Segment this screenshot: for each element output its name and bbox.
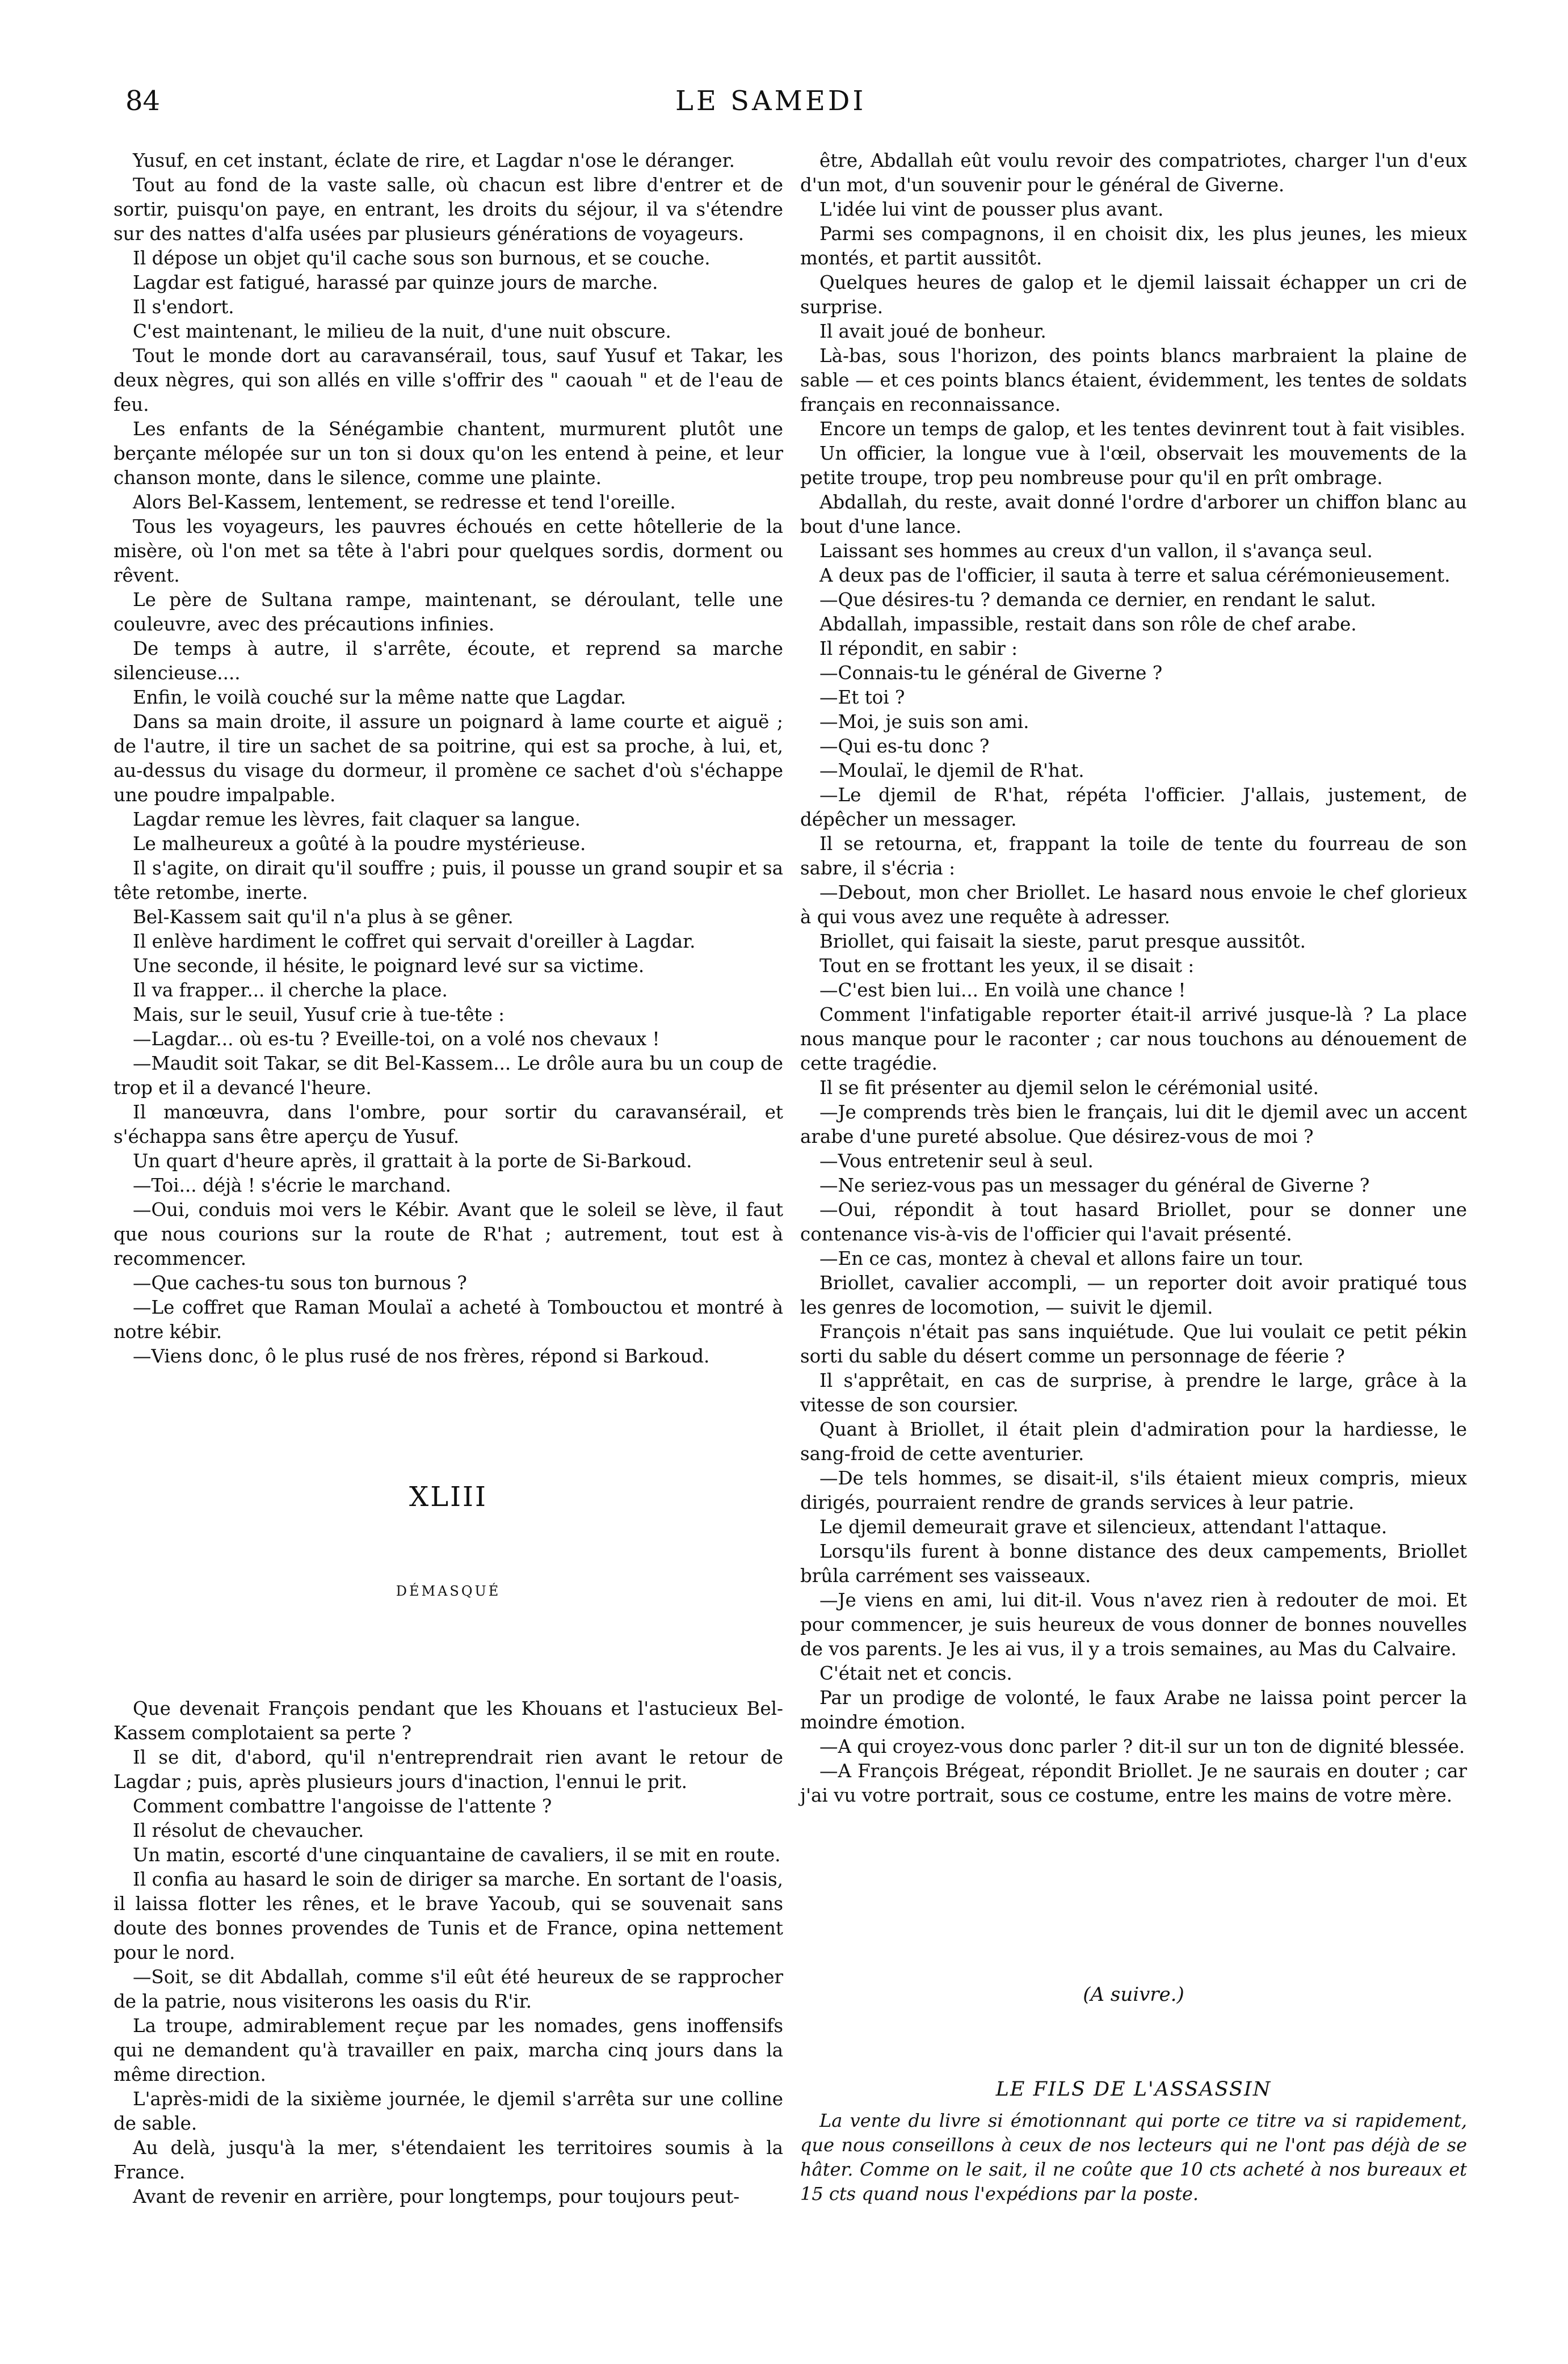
paragraph: Il s'endort. (133, 296, 234, 318)
paragraph: Comment l'infatigable reporter était-il arrivé jusque-là ? La place nous manque pour le raconter ; car nous touchons au dénouement de cette tragédie. (800, 1004, 1467, 1074)
paragraph: Il se dit, d'abord, qu'il n'entreprendrait rien avant le retour de Lagdar ; puis, après plusieurs jours d'inaction, l'ennui le prit. (113, 1747, 783, 1793)
left-column-text-part1 (113, 149, 783, 1369)
paragraph: Laissant ses hommes au creux d'un vallon, il s'avança seul. (819, 540, 1373, 562)
paragraph: —Oui, répondit à tout hasard Briollet, pour se donner une contenance vis-à-vis de l'officier qui l'avait présenté. (800, 1199, 1467, 1245)
paragraph: Quelques heures de galop et le djemil laissait échapper un cri de surprise. (800, 272, 1467, 318)
paragraph: Le père de Sultana rampe, maintenant, se déroulant, telle une couleuvre, avec des précautions infinies. (113, 589, 783, 635)
paragraph: L'après-midi de la sixième journée, le djemil s'arrêta sur une colline de sable. (113, 2088, 783, 2134)
paragraph: Tous les voyageurs, les pauvres échoués en cette hôtellerie de la misère, où l'on met sa tête à l'abri pour quelques sordis, dorment ou rêvent. (113, 516, 783, 586)
paragraph: Lorsqu'ils furent à bonne distance des deux campements, Briollet brûla carrément ses vaisseaux. (800, 1541, 1467, 1587)
continued-label: (A suivre.) (1083, 1983, 1184, 2006)
paragraph: Abdallah, impassible, restait dans son rôle de chef arabe. (819, 613, 1357, 635)
paragraph: Il s'apprêtait, en cas de surprise, à prendre le large, grâce à la vitesse de son coursier. (800, 1370, 1467, 1416)
paragraph: Enfin, le voilà couché sur la même natte que Lagdar. (133, 687, 627, 708)
paragraph: Briollet, qui faisait la sieste, parut presque aussitôt. (819, 931, 1306, 952)
paragraph: —Connais-tu le général de Giverne ? (819, 662, 1163, 684)
paragraph: Par un prodige de volonté, le faux Arabe ne laissa point percer la moindre émotion. (800, 1687, 1467, 1733)
paragraph: —Moulaï, le djemil de R'hat. (819, 760, 1084, 781)
notice-title: LE FILS DE L'ASSASSIN (995, 2078, 1272, 2101)
paragraph: —Maudit soit Takar, se dit Bel-Kassem... Le drôle aura bu un coup de trop et il a devancé l'heure. (113, 1053, 783, 1099)
paragraph: C'est maintenant, le milieu de la nuit, d'une nuit obscure. (133, 321, 671, 342)
paragraph: —Moi, je suis son ami. (819, 711, 1029, 733)
paragraph: Lagdar remue les lèvres, fait claquer sa langue. (133, 809, 581, 830)
running-title: LE SAMEDI (675, 85, 867, 117)
paragraph: Le djemil demeurait grave et silencieux, attendant l'attaque. (819, 1516, 1388, 1538)
paragraph: Il avait joué de bonheur. (819, 321, 1046, 342)
paragraph: Il enlève hardiment le coffret qui servait d'oreiller à Lagdar. (133, 931, 696, 952)
paragraph: —Lagdar... où es-tu ? Eveille-toi, on a volé nos chevaux ! (133, 1028, 660, 1050)
chapter-title: DÉMASQUÉ (396, 1583, 501, 1599)
paragraph: Un matin, escorté d'une cinquantaine de cavaliers, il se mit en route. (133, 1844, 781, 1866)
paragraph: A deux pas de l'officier, il sauta à terre et salua cérémonieusement. (819, 565, 1451, 586)
paragraph: Au delà, jusqu'à la mer, s'étendaient les territoires soumis à la France. (113, 2137, 783, 2183)
paragraph: —Viens donc, ô le plus rusé de nos frères, répond si Barkoud. (133, 1345, 710, 1367)
paragraph: —A qui croyez-vous donc parler ? dit-il sur un ton de dignité blessée. (819, 1736, 1465, 1757)
paragraph: Encore un temps de galop, et les tentes devinrent tout à fait visibles. (819, 418, 1466, 440)
paragraph: Tout le monde dort au caravansérail, tous, sauf Yusuf et Takar, les deux nègres, qui son allés en ville s'offrir des " caouah " et de l'eau de feu. (113, 345, 783, 415)
paragraph: Un officier, la longue vue à l'œil, observait les mouvements de la petite troupe, trop peu nombreuse pour qu'il en prît ombrage. (800, 443, 1467, 489)
paragraph: Dans sa main droite, il assure un poignard à lame courte et aiguë ; de l'autre, il tire un sachet de sa poitrine, qui est sa proche, à lui, et, au-dessus du visage du dormeur, il promène ce sachet d'où s'échappe une poudre impalpable. (113, 711, 783, 806)
paragraph: Il s'agite, on dirait qu'il souffre ; puis, il pousse un grand soupir et sa tête retombe, inerte. (113, 857, 783, 903)
paragraph: Là-bas, sous l'horizon, des points blancs marbraient la plaine de sable — et ces points blancs étaient, évidemment, les tentes de soldats français en reconnaissance. (800, 345, 1467, 415)
paragraph: —Debout, mon cher Briollet. Le hasard nous envoie le chef glorieux à qui vous avez une requête à adresser. (800, 882, 1467, 928)
paragraph: L'idée lui vint de pousser plus avant. (819, 199, 1164, 220)
paragraph: C'était net et concis. (819, 1663, 1012, 1684)
paragraph: Les enfants de la Sénégambie chantent, murmurent plutôt une berçante mélopée sur un ton si doux qu'on les entend à peine, et leur chanson monte, dans le silence, comme une plainte. (113, 418, 783, 489)
paragraph: Il se fit présenter au djemil selon le cérémonial usité. (819, 1077, 1319, 1099)
paragraph: —Soit, se dit Abdallah, comme s'il eût été heureux de se rapprocher de la patrie, nous visiterons les oasis du R'ir. (113, 1966, 783, 2012)
paragraph: Il confia au hasard le soin de diriger sa marche. En sortant de l'oasis, il laissa flotter les rênes, et le brave Yacoub, qui se souvenait sans doute des bonnes provendes de Tunis et de France, opina nettement pour le nord. (113, 1869, 783, 1963)
paragraph: Bel-Kassem sait qu'il n'a plus à se gêner. (133, 906, 514, 928)
paragraph: Alors Bel-Kassem, lentement, se redresse et tend l'oreille. (133, 491, 676, 513)
paragraph: —Oui, conduis moi vers le Kébir. Avant que le soleil se lève, il faut que nous courions sur la route de R'hat ; autrement, tout est à recommencer. (113, 1199, 783, 1269)
paragraph: Il va frapper... il cherche la place. (133, 979, 448, 1001)
notice-body (800, 2109, 1467, 2206)
paragraph: —De tels hommes, se disait-il, s'ils étaient mieux compris, mieux dirigés, pourraient rendre de grands services à leur patrie. (800, 1467, 1467, 1513)
paragraph: —Que désires-tu ? demanda ce dernier, en rendant le salut. (819, 589, 1376, 611)
paragraph: Quant à Briollet, il était plein d'admiration pour la hardiesse, le sang-froid de cette aventurier. (800, 1419, 1467, 1465)
left-column-text-part2 (113, 1697, 783, 2209)
paragraph: Une seconde, il hésite, le poignard levé sur sa victime. (133, 955, 645, 977)
paragraph: —Que caches-tu sous ton burnous ? (133, 1272, 467, 1294)
paragraph: Il répondit, en sabir : (819, 638, 1018, 659)
paragraph: —Je viens en ami, lui dit-il. Vous n'avez rien à redouter de moi. Et pour commencer, je suis heureux de vous donner de bonnes nouvelles de vos parents. Je les ai vus, il y a trois semaines, au Mas du Calvaire. (800, 1589, 1467, 1660)
paragraph: —Le djemil de R'hat, répéta l'officier. J'allais, justement, de dépêcher un messager. (800, 784, 1467, 830)
notice-paragraph: La vente du livre si émotionnant qui porte ce titre va si rapidement, que nous conseillons à ceux de nos lecteurs qui ne l'ont pas déjà de se hâter. Comme on le sait, il ne coûte que 10 cts acheté à nos bureaux et 15 cts quand nous l'expédions par la poste. (800, 2110, 1467, 2205)
page-number: 84 (125, 85, 161, 117)
paragraph: —Je comprends très bien le français, lui dit le djemil avec un accent arabe d'une pureté absolue. Que désirez-vous de moi ? (800, 1101, 1467, 1147)
paragraph: De temps à autre, il s'arrête, écoute, et reprend sa marche silencieuse.... (113, 638, 783, 684)
paragraph: —Et toi ? (819, 687, 905, 708)
paragraph: —A François Brégeat, répondit Briollet. Je ne saurais en douter ; car j'ai vu votre portrait, sous ce costume, entre les mains de votre mère. (800, 1760, 1467, 1806)
paragraph: —Ne seriez-vous pas un messager du général de Giverne ? (819, 1175, 1370, 1196)
right-column-text (800, 149, 1467, 1808)
paragraph: Un quart d'heure après, il grattait à la porte de Si-Barkoud. (133, 1150, 692, 1172)
paragraph: —Qui es-tu donc ? (819, 735, 990, 757)
paragraph: Il résolut de chevaucher. (133, 1820, 364, 1841)
paragraph: La troupe, admirablement reçue par les nomades, gens inoffensifs qui ne demandent qu'à travailler en paix, marcha cinq jours dans la même direction. (113, 2015, 783, 2085)
paragraph: —Le coffret que Raman Moulaï a acheté à Tombouctou et montré à notre kébir. (113, 1297, 783, 1343)
paragraph: Lagdar est fatigué, harassé par quinze jours de marche. (133, 272, 658, 293)
paragraph: Tout au fond de la vaste salle, où chacun est libre d'entrer et de sortir, puisqu'on paye, en entrant, les droits du séjour, il va s'étendre sur des nattes d'alfa usées par plusieurs générations de voyageurs. (113, 174, 783, 245)
paragraph: Briollet, cavalier accompli, — un reporter doit avoir pratiqué tous les genres de locomotion, — suivit le djemil. (800, 1272, 1467, 1318)
paragraph: Que devenait François pendant que les Khouans et l'astucieux Bel-Kassem complotaient sa perte ? (113, 1698, 783, 1744)
paragraph: —En ce cas, montez à cheval et allons faire un tour. (819, 1248, 1304, 1269)
paragraph: Mais, sur le seuil, Yusuf crie à tue-tête : (133, 1004, 505, 1025)
paragraph: Il se retourna, et, frappant la toile de tente du fourreau de son sabre, il s'écria : (800, 833, 1467, 879)
paragraph: Comment combattre l'angoisse de l'attente ? (133, 1795, 552, 1817)
paragraph: —C'est bien lui... En voilà une chance ! (819, 979, 1186, 1001)
paragraph: Il dépose un objet qu'il cache sous son burnous, et se couche. (133, 247, 711, 269)
paragraph: —Toi... déjà ! s'écrie le marchand. (133, 1175, 451, 1196)
paragraph: Le malheureux a goûté à la poudre mystérieuse. (133, 833, 586, 855)
paragraph: —Vous entretenir seul à seul. (819, 1150, 1094, 1172)
paragraph: Abdallah, du reste, avait donné l'ordre d'arborer un chiffon blanc au bout d'une lance. (800, 491, 1467, 537)
paragraph: Il manœuvra, dans l'ombre, pour sortir du caravansérail, et s'échappa sans être aperçu de Yusuf. (113, 1101, 783, 1147)
paragraph: Yusuf, en cet instant, éclate de rire, et Lagdar n'ose le déranger. (133, 150, 735, 171)
paragraph: Parmi ses compagnons, il en choisit dix, les plus jeunes, les mieux montés, et partit aussitôt. (800, 223, 1467, 269)
paragraph: Avant de revenir en arrière, pour longtemps, pour toujours peut- (133, 2186, 740, 2207)
paragraph: François n'était pas sans inquiétude. Que lui voulait ce petit pékin sorti du sable du désert comme un personnage de féerie ? (800, 1321, 1467, 1367)
paragraph: Tout en se frottant les yeux, il se disait : (819, 955, 1195, 977)
paragraph: être, Abdallah eût voulu revoir des compatriotes, charger l'un d'eux d'un mot, d'un souvenir pour le général de Giverne. (800, 150, 1467, 196)
chapter-number: XLIII (409, 1481, 487, 1513)
